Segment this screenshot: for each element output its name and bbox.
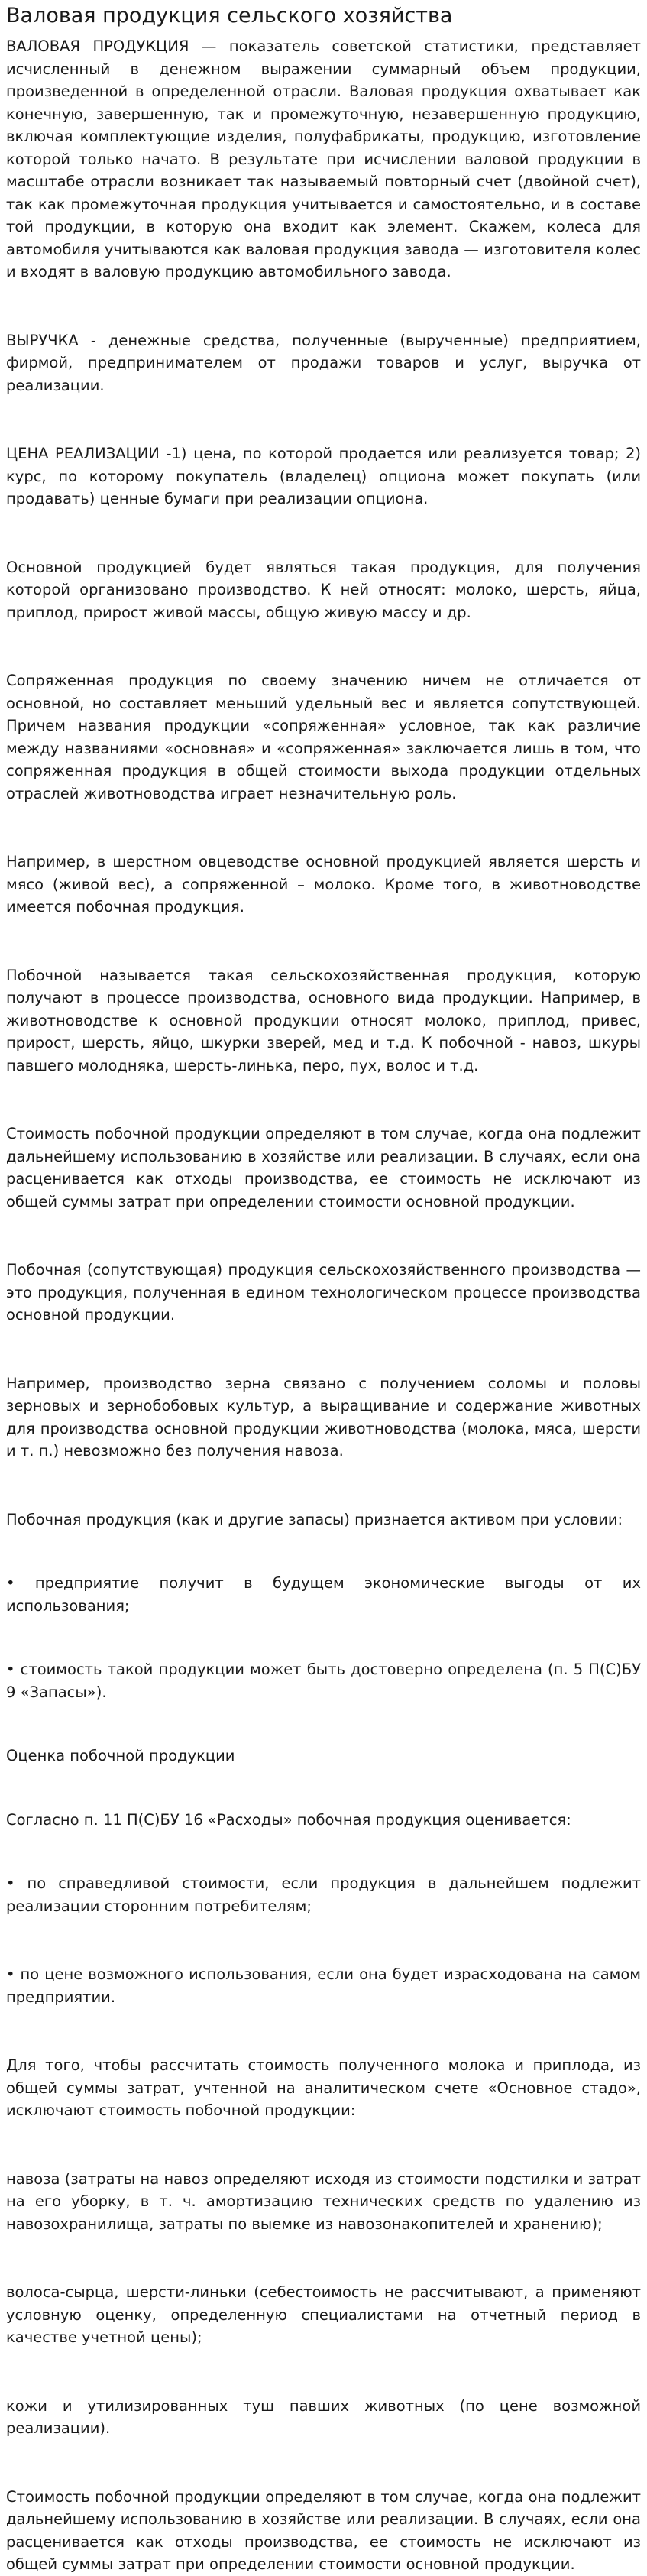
paragraph-by-product-cost-repeat: Стоимость побочной продукции определяют в том случае, когда она подлежит дальнейшему использованию в хозяйстве или реализации. В случаях, если она расценивается как отходы производства, ее стоимость не исключают из общей суммы затрат при определении стоимости основной продукции. [6,2487,641,2573]
paragraph-revenue: ВЫРУЧКА - денежные средства, полученные (вырученные) предприятием, фирмой, предпринимателем от продажи товаров и услуг, выручка от реализации. [6,331,641,394]
paragraph-gross-output: ВАЛОВАЯ ПРОДУКЦИЯ — показатель советской статистики, представляет исчисленный в денежном выражении суммарный объем продукции, произведенной в определенной отрасли. Валовая продукция охватывает как конечную, завершенную, так и промежуточную, незавершенную продукцию, включая комплектующие изделия, полуфабрикаты, продукцию, изготовление которой только начато. В результате при исчислении валовой продукции в масштабе отрасли возникает так называемый повторный счет (двойной счет), так как промежуточная продукция учитывается и самостоятельно, и в составе той продукции, в которую она входит как элемент. Скажем, колеса для автомобиля учитываются как валовая продукция завода — изготовителя колес и входят в валовую продукцию автомобильного завода. [6,37,641,280]
bullet-possible-use-price: • по цене возможного использования, если она будет израсходована на самом предприятии. [6,1965,641,2006]
bullet-reliable-valuation: • стоимость такой продукции может быть достоверно определена (п. 5 П(С)БУ 9 «Запасы»). [6,1661,641,1701]
paragraph-hides-carcasses: кожи и утилизированных туш павших животных (по цене возможной реализации). [6,2396,641,2437]
paragraph-valuation-rule: Согласно п. 11 П(С)БУ 16 «Расходы» побочная продукция оценивается: [6,1810,571,1829]
paragraph-accompanying-output: Побочная (сопутствующая) продукция сельскохозяйственного производства — это продукция, полученная в едином технологическом процессе производства основной продукции. [6,1261,641,1324]
paragraph-sale-price: ЦЕНА РЕАЛИЗАЦИИ -1) цена, по которой продается или реализуется товар; 2) курс, по которому покупатель (владелец) опциона может покупать (или продавать) ценные бумаги при реализации опциона. [6,445,641,507]
subheading-by-product-valuation: Оценка побочной продукции [6,1747,235,1764]
bullet-economic-benefit: • предприятие получит в будущем экономические выгоды от их использования; [6,1574,641,1615]
paragraph-by-product-cost: Стоимость побочной продукции определяют в том случае, когда она подлежит дальнейшему использованию в хозяйстве или реализации. В случаях, если она расценивается как отходы производства, ее стоимость не исключают из общей суммы затрат при определении стоимости основной продукции. [6,1125,641,1210]
paragraph-hair-wool: волоса-сырца, шерсти-линьки (себестоимость не рассчитывают, а применяют условную оценку, определенную специалистами на отчетный период в качестве учетной цены); [6,2283,641,2346]
paragraph-conjugate-output: Сопряженная продукция по своему значению ничем не отличается от основной, но составляет меньший удельный вес и является сопутствующей. Причем названия продукции «сопряженная» условное, так как различие между названиями «основная» и «сопряженная» заключается лишь в том, что сопряженная продукция в общей стоимости выхода продукции отдельных отраслей животноводства играет незначительную роль. [6,672,641,802]
paragraph-milk-cost-calculation: Для того, чтобы рассчитать стоимость полученного молока и приплода, из общей суммы затрат, учтенной на аналитическом счете «Основное стадо», исключают стоимость побочной продукции: [6,2056,641,2119]
paragraph-asset-condition: Побочная продукция (как и другие запасы) признается активом при условии: [6,1510,623,1528]
paragraph-by-product-definition: Побочной называется такая сельскохозяйственная продукция, которую получают в процессе производства, основного вида продукции. Например, в животноводстве к основной продукции относят молоко, приплод, привес, прирост, шерсть, яйцо, шкурки зверей, мед и т.д. К побочной - навоз, шкуры павшего молодняка, шерсть-линька, перо, пух, волос и т.д. [6,966,641,1074]
paragraph-manure: навоза (затраты на навоз определяют исходя из стоимости подстилки и затрат на его уборку, в т. ч. амортизацию технических средств по удалению из навозохранилища, затраты по выемке из навозонакопителей и хранению); [6,2169,641,2233]
bullet-fair-value: • по справедливой стоимости, если продукция в дальнейшем подлежит реализации сторонним потребителям; [6,1874,641,1915]
paragraph-example-sheep: Например, в шерстном овцеводстве основной продукцией является шерсть и мясо (живой вес), а сопряженной – молоко. Кроме того, в животноводстве имеется побочная продукция. [6,853,641,915]
page-title: Валовая продукция сельского хозяйства [6,4,453,28]
paragraph-example-grain: Например, производство зерна связано с получением соломы и половы зерновых и зернобобовых культур, а выращивание и содержание животных для производства основной продукции животноводства (молока, мяса, шерсти и т. п.) невозможно без получения навоза. [6,1374,641,1460]
paragraph-main-output: Основной продукцией будет являться такая продукция, для получения которой организовано производство. К ней относят: молоко, шерсть, яйца, приплод, прирост живой массы, общую живую массу и др. [6,558,641,621]
